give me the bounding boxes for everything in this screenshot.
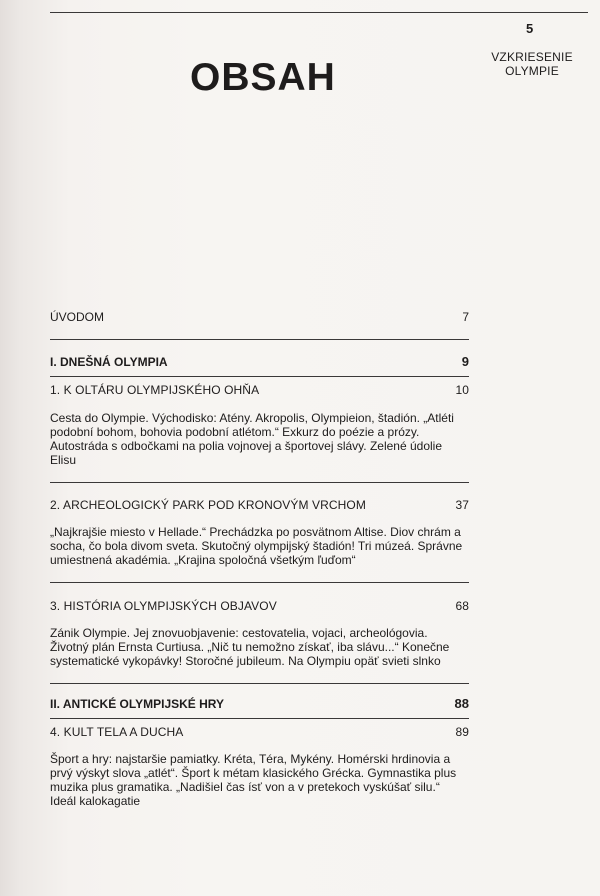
toc-part-page: 9 — [461, 354, 469, 369]
divider — [50, 582, 469, 583]
toc-entry-page: 7 — [462, 310, 469, 324]
toc-chapter-title: 4. KULT TELA A DUCHA — [50, 725, 184, 739]
toc-part-page: 88 — [454, 696, 469, 711]
toc-chapter-description: „Najkrajšie miesto v Hellade.“ Prechádzka po posvätnom Altise. Diov chrám a socha, čo bola divom sveta. Skutočný olympijský štadión! Tri múzeá. Správne umiestnená akadémia. „Krajina spoločná všetkým ľuďom“ — [50, 525, 463, 567]
page-title: OBSAH — [190, 56, 336, 99]
divider — [50, 376, 469, 377]
toc-chapter-title: 2. ARCHEOLOGICKÝ PARK POD KRONOVÝM VRCHOM — [50, 498, 366, 512]
toc-chapter-title: 3. HISTÓRIA OLYMPIJSKÝCH OBJAVOV — [50, 599, 277, 613]
toc-part-title: II. ANTICKÉ OLYMPIJSKÉ HRY — [50, 697, 225, 711]
divider — [50, 718, 469, 719]
toc-chapter-description: Šport a hry: najstaršie pamiatky. Kréta, Téra, Mykény. Homérski hrdinovia a prvý výskyt slova „atlét“. Šport k métam klasického Grécka. Gymnastika plus muzika plus gramatika. „Nadišiel čas ísť von a v pretekoch vyskúšať silu.“ Ideál kalokagatie — [50, 752, 457, 808]
toc-part-title: I. DNEŠNÁ OLYMPIA — [50, 355, 168, 369]
toc-chapter-description: Zánik Olympie. Jej znovuobjavenie: cestovatelia, vojaci, archeológovia. Životný plán Ernsta Curtiusa. „Nič tu nemožno získať, iba slávu...“ Konečne systematické vykopávky! Storočné jubileum. Na Olympiu opäť svieti slnko — [50, 626, 450, 668]
toc-chapter-page: 89 — [455, 725, 469, 739]
toc-chapter-title: 1. K OLTÁRU OLYMPIJSKÉHO OHŇA — [50, 383, 260, 397]
toc-chapter-1 — [50, 383, 469, 397]
toc-chapter-page: 10 — [455, 383, 469, 397]
table-of-contents — [50, 310, 469, 808]
section-label: VZKRIESENIE OLYMPIE — [491, 50, 573, 78]
toc-entry-intro — [50, 310, 469, 324]
divider — [50, 339, 469, 340]
toc-chapter-3 — [50, 599, 469, 613]
top-rule — [50, 12, 588, 13]
toc-entry-title: ÚVODOM — [50, 310, 104, 324]
toc-chapter-4 — [50, 725, 469, 739]
divider — [50, 683, 469, 684]
toc-chapter-page: 68 — [455, 599, 469, 613]
page-number: 5 — [526, 21, 534, 36]
toc-part-2 — [50, 697, 469, 711]
toc-chapter-page: 37 — [455, 498, 469, 512]
toc-chapter-description: Cesta do Olympie. Východisko: Atény. Akropolis, Olympieion, štadión. „Atléti podobní bohom, bohovia podobní atlétom.“ Exkurz do poézie a prózy. Autostráda s odbočkami na polia vojnovej a športovej slávy. Zelené údolie Elisu — [50, 411, 454, 467]
toc-part-1 — [50, 355, 469, 369]
divider — [50, 482, 469, 483]
toc-chapter-2 — [50, 498, 469, 512]
